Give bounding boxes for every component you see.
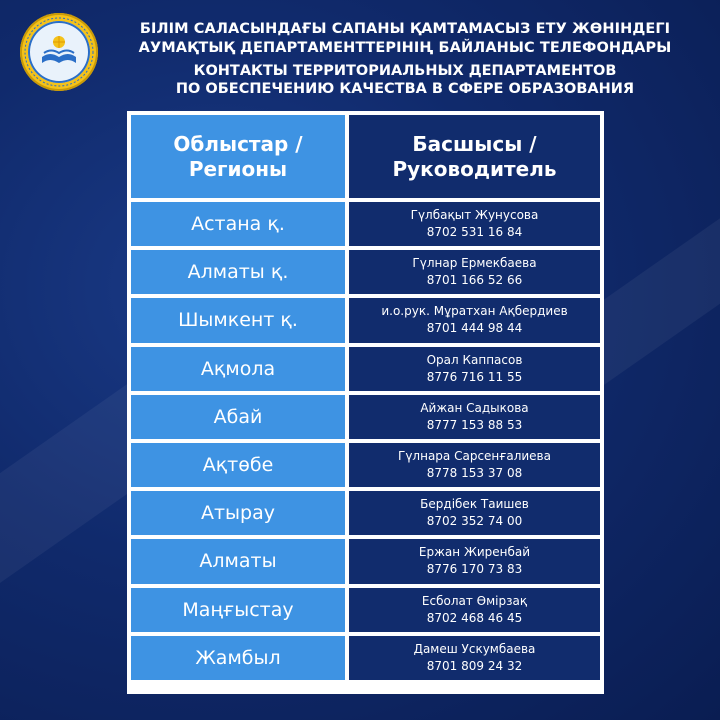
head-name: Гүлнар Ермекбаева xyxy=(412,256,537,271)
phone-number: 8777 153 88 53 xyxy=(426,417,523,432)
column-header-head xyxy=(349,115,600,198)
head-name: и.о.рук. Мұратхан Ақбердиев xyxy=(381,304,568,319)
contact-cell xyxy=(349,298,600,342)
region-cell: Ақтөбе xyxy=(131,443,345,487)
region-cell: Астана қ. xyxy=(131,202,345,246)
head-name: Гүлнара Сарсенғалиева xyxy=(398,449,551,464)
region-cell: Алматы xyxy=(131,539,345,583)
head-name: Дамеш Ускумбаева xyxy=(413,641,536,656)
title-kz-line1: БІЛІМ САЛАСЫНДАҒЫ САПАНЫ ҚАМТАМАСЫЗ ЕТУ ЖӨНІНДЕГІ xyxy=(139,21,671,37)
phone-number: 8702 531 16 84 xyxy=(426,225,523,240)
title-ru-line2: ПО ОБЕСПЕЧЕНИЮ КАЧЕСТВА В СФЕРЕ ОБРАЗОВАНИЯ xyxy=(175,81,635,97)
region-cell: Атырау xyxy=(131,491,345,535)
phone-number: 8702 468 46 45 xyxy=(426,610,523,625)
region-cell: Абай xyxy=(131,395,345,439)
region-cell: Алматы қ. xyxy=(131,250,345,294)
contact-cell xyxy=(349,539,600,583)
phone-number: 8701 444 98 44 xyxy=(426,321,523,336)
region-cell: Маңғыстау xyxy=(131,588,345,632)
phone-number: 8776 716 11 55 xyxy=(426,369,523,384)
page-title-kz xyxy=(110,20,700,58)
contact-cell xyxy=(349,636,600,680)
head-name: Бердібек Таишев xyxy=(420,497,529,512)
contact-cell xyxy=(349,491,600,535)
title-kz-line2: АУМАҚТЫҚ ДЕПАРТАМЕНТТЕРІНІҢ БАЙЛАНЫС ТЕЛЕФОНДАРЫ xyxy=(138,40,672,56)
contact-cell xyxy=(349,443,600,487)
contact-cell xyxy=(349,395,600,439)
phone-number: 8778 153 37 08 xyxy=(426,466,523,481)
contact-cell xyxy=(349,347,600,391)
contacts-table xyxy=(127,111,604,694)
region-cell: Ақмола xyxy=(131,347,345,391)
phone-number: 8702 352 74 00 xyxy=(426,514,523,529)
head-name: Гүлбақыт Жунусова xyxy=(410,208,539,223)
region-cell: Шымкент қ. xyxy=(131,298,345,342)
column-header-region xyxy=(131,115,345,198)
phone-number: 8701 166 52 66 xyxy=(426,273,523,288)
page-title-ru xyxy=(110,62,700,98)
ministry-emblem-book-icon xyxy=(20,13,98,91)
contact-cell xyxy=(349,588,600,632)
head-name: Орал Каппасов xyxy=(426,352,523,367)
title-ru-line1: КОНТАКТЫ ТЕРРИТОРИАЛЬНЫХ ДЕПАРТАМЕНТОВ xyxy=(193,63,617,79)
phone-number: 8701 809 24 32 xyxy=(426,658,523,673)
contact-cell xyxy=(349,250,600,294)
head-name: Ержан Жиренбай xyxy=(418,545,531,560)
column-header-region-line1: Облыстар / xyxy=(173,131,303,156)
head-name: Айжан Садыкова xyxy=(420,400,529,415)
column-header-head-line1: Басшысы / xyxy=(412,131,537,156)
column-header-head-line2: Руководитель xyxy=(392,156,557,181)
head-name: Есболат Өмірзақ xyxy=(421,593,528,608)
region-cell: Жамбыл xyxy=(131,636,345,680)
contact-cell xyxy=(349,202,600,246)
phone-number: 8776 170 73 83 xyxy=(426,562,523,577)
column-header-region-line2: Регионы xyxy=(188,156,288,181)
